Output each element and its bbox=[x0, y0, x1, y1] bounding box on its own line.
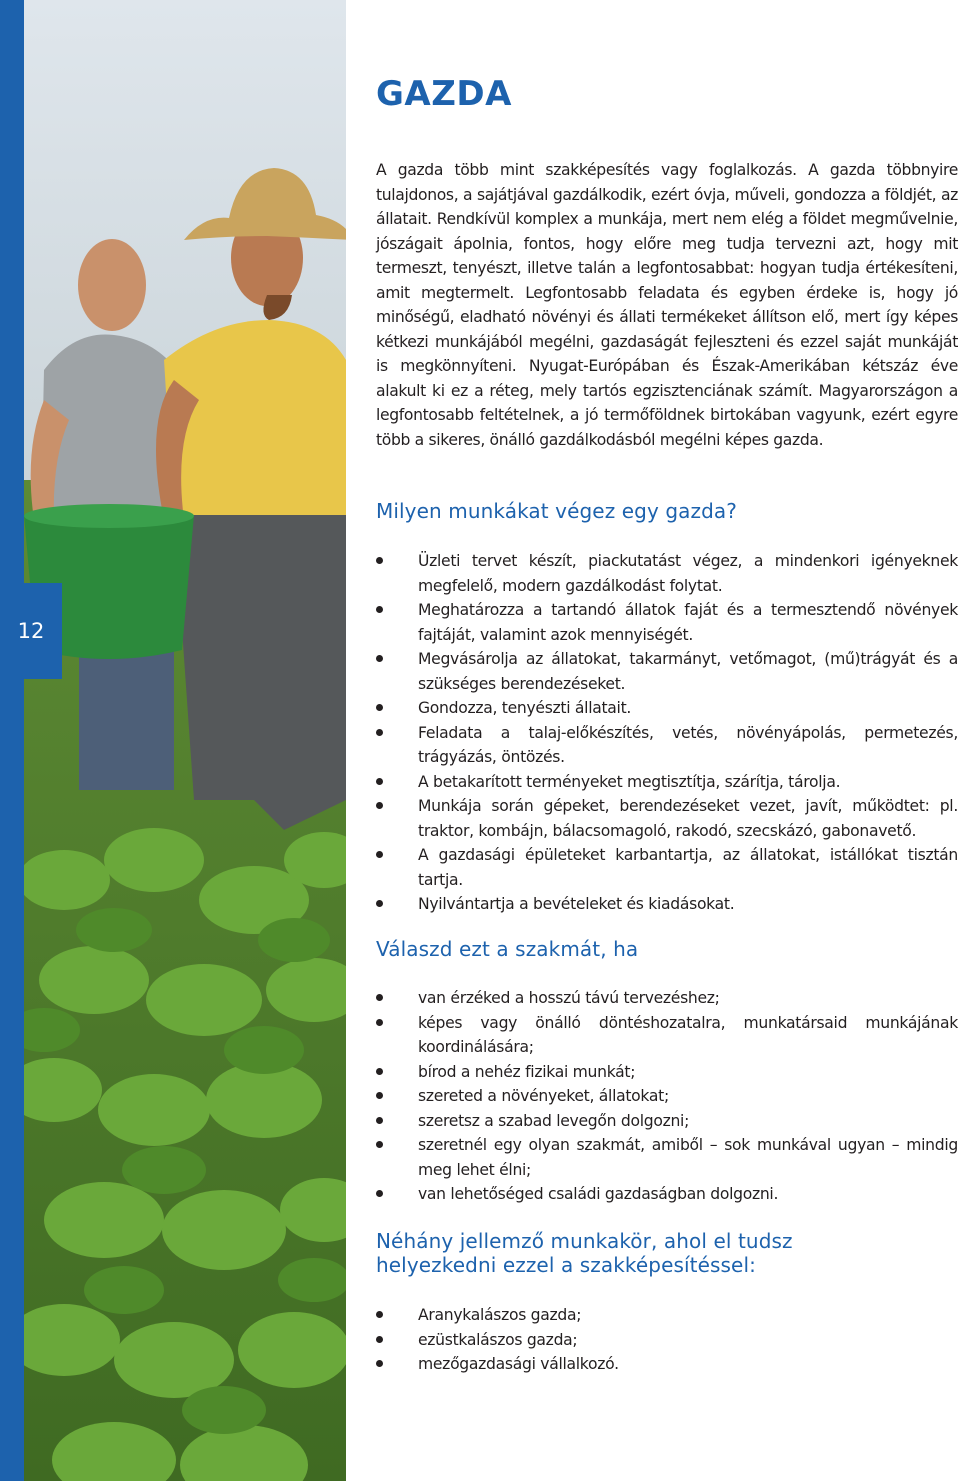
list-item: szeretsz a szabad levegőn dolgozni; bbox=[376, 1109, 958, 1134]
choose-list bbox=[376, 986, 958, 1207]
list-item: Nyilvántartja a bevételeket és kiadásokat. bbox=[376, 892, 958, 917]
list-item: mezőgazdasági vállalkozó. bbox=[376, 1352, 958, 1377]
farmers-photo bbox=[24, 0, 346, 1481]
side-color-stripe bbox=[0, 0, 24, 1481]
tasks-list bbox=[376, 549, 958, 917]
list-item: van érzéked a hosszú távú tervezéshez; bbox=[376, 986, 958, 1011]
list-item: Munkája során gépeket, berendezéseket vezet, javít, működtet: pl. traktor, kombájn, bálacsomagoló, rakodó, szecskázó, gabonavető. bbox=[376, 794, 958, 843]
list-item: ezüstkalászos gazda; bbox=[376, 1328, 958, 1353]
list-item: Üzleti tervet készít, piackutatást végez, a mindenkori igényeknek megfelelő, modern gazdálkodást folytat. bbox=[376, 549, 958, 598]
list-item: Gondozza, tenyészti állatait. bbox=[376, 696, 958, 721]
page-number: 12 bbox=[17, 619, 45, 643]
list-item: Meghatározza a tartandó állatok faját és a termesztendő növények fajtáját, valamint azok mennyiségét. bbox=[376, 598, 958, 647]
list-item: A gazdasági épületeket karbantartja, az állatokat, istállókat tisztán tartja. bbox=[376, 843, 958, 892]
section-heading-tasks: Milyen munkákat végez egy gazda? bbox=[376, 499, 737, 523]
list-item: képes vagy önálló döntéshozatalra, munkatársaid munkájának koordinálására; bbox=[376, 1011, 958, 1060]
page-number-tab bbox=[0, 583, 62, 679]
list-item: Megvásárolja az állatokat, takarmányt, vetőmagot, (mű)trágyát és a szükséges berendezéseket. bbox=[376, 647, 958, 696]
section-heading-choose: Válaszd ezt a szakmát, ha bbox=[376, 937, 639, 961]
page-title: GAZDA bbox=[376, 74, 512, 114]
list-item: Feladata a talaj-előkészítés, vetés, növényápolás, permetezés, trágyázás, öntözés. bbox=[376, 721, 958, 770]
list-item: A betakarított terményeket megtisztítja, szárítja, tárolja. bbox=[376, 770, 958, 795]
list-item: bírod a nehéz fizikai munkát; bbox=[376, 1060, 958, 1085]
section-heading-jobs: Néhány jellemző munkakör, ahol el tudsz helyezkedni ezzel a szakképesítéssel: bbox=[376, 1229, 793, 1277]
intro-paragraph: A gazda több mint szakképesítés vagy foglalkozás. A gazda többnyire tulajdonos, a sajátjával gazdálkodik, ezért óvja, műveli, gondozza a földjét, az állatait. Rendkívül komplex a munkája, mert nem elég a földet megművelnie, jószágait ápolnia, fontos, hogy előre meg tudja tervezni azt, hogy mit termeszt, tenyészt, illetve talán a legfontosabbat: hogyan tudja értékesíteni, amit megtermelt. Legfontosabb feladata és egyben érdeke is, hogy jó minőségű, eladható növényi és állati termékeket állítson elő, mert így képes kétkezi munkájából megélni, gazdaságát fejleszteni és ezzel saját munkáját is megkönnyíteni. Nyugat-Európában és Észak-Amerikában kétszáz éve alakult ki ez a réteg, mely tartós egzisztenciának számít. Magyarországon a legfontosabb feltételnek, a jó termőföldnek birtokában vagyunk, ezért egyre több a sikeres, önálló gazdálkodásból megélni képes gazda. bbox=[376, 161, 958, 449]
jobs-list bbox=[376, 1303, 958, 1377]
list-item: szereted a növényeket, állatokat; bbox=[376, 1084, 958, 1109]
list-item: Aranykalászos gazda; bbox=[376, 1303, 958, 1328]
list-item: van lehetőséged családi gazdaságban dolgozni. bbox=[376, 1182, 958, 1207]
list-item: szeretnél egy olyan szakmát, amiből – sok munkával ugyan – mindig meg lehet élni; bbox=[376, 1133, 958, 1182]
